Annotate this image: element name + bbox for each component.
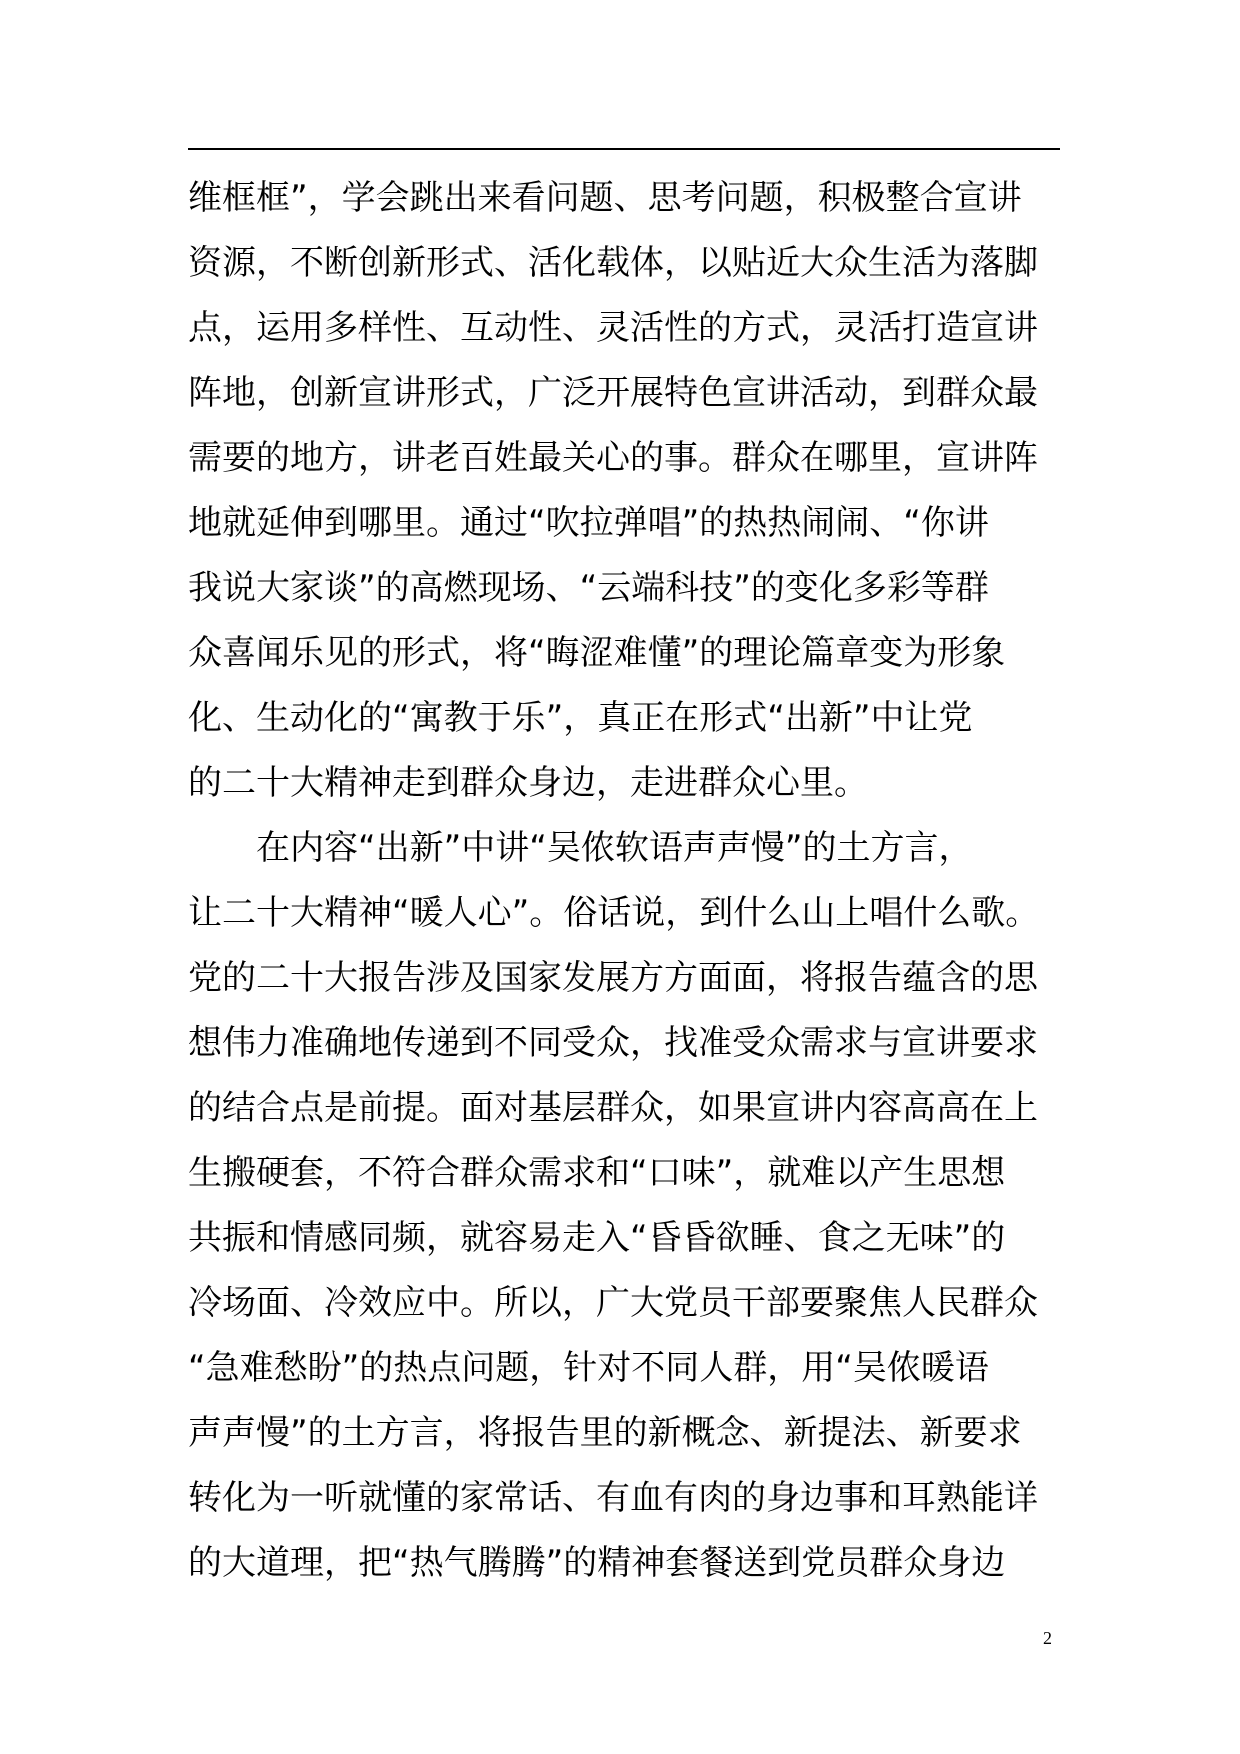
text-line: 转化为一听就懂的家常话、有血有肉的身边事和耳熟能详 <box>188 1478 1038 1518</box>
text-line: 点，运用多样性、互动性、灵活性的方式，灵活打造宣讲 <box>188 308 1038 348</box>
text-line: 在内容“出新”中讲“吴侬软语声声慢”的土方言， <box>188 828 973 868</box>
text-line: 维框框”，学会跳出来看问题、思考问题，积极整合宣讲 <box>188 178 1022 218</box>
text-line: 资源，不断创新形式、活化载体，以贴近大众生活为落脚 <box>188 243 1038 283</box>
text-line: 化、生动化的“寓教于乐”，真正在形式“出新”中让党 <box>188 698 973 738</box>
text-line: 我说大家谈”的高燃现场、“云端科技”的变化多彩等群 <box>188 568 989 608</box>
text-line: 声声慢”的土方言，将报告里的新概念、新提法、新要求 <box>188 1413 1022 1453</box>
text-line: 众喜闻乐见的形式，将“晦涩难懂”的理论篇章变为形象 <box>188 633 1006 673</box>
text-line: 冷场面、冷效应中。所以，广大党员干部要聚焦人民群众 <box>188 1283 1038 1323</box>
text-line: 的结合点是前提。面对基层群众，如果宣讲内容高高在上 <box>188 1088 1038 1128</box>
text-line: 让二十大精神“暖人心”。俗话说，到什么山上唱什么歌。 <box>188 893 1040 933</box>
text-line: “急难愁盼”的热点问题，针对不同人群，用“吴侬暖语 <box>188 1348 989 1388</box>
text-line: 生搬硬套，不符合群众需求和“口味”，就难以产生思想 <box>188 1153 1006 1193</box>
text-line: 党的二十大报告涉及国家发展方方面面，将报告蕴含的思 <box>188 958 1038 998</box>
text-line: 地就延伸到哪里。通过“吹拉弹唱”的热热闹闹、“你讲 <box>188 503 989 543</box>
text-line: 的二十大精神走到群众身边，走进群众心里。 <box>188 763 868 803</box>
text-line: 阵地，创新宣讲形式，广泛开展特色宣讲活动，到群众最 <box>188 373 1038 413</box>
header-rule <box>188 148 1060 150</box>
text-line: 需要的地方，讲老百姓最关心的事。群众在哪里，宣讲阵 <box>188 438 1038 478</box>
text-line: 共振和情感同频，就容易走入“昏昏欲睡、食之无味”的 <box>188 1218 1006 1258</box>
text-line: 想伟力准确地传递到不同受众，找准受众需求与宣讲要求 <box>188 1023 1038 1063</box>
page-number: 2 <box>1043 1628 1052 1648</box>
text-line: 的大道理，把“热气腾腾”的精神套餐送到党员群众身边 <box>188 1543 1006 1583</box>
document-body <box>188 166 1068 1596</box>
